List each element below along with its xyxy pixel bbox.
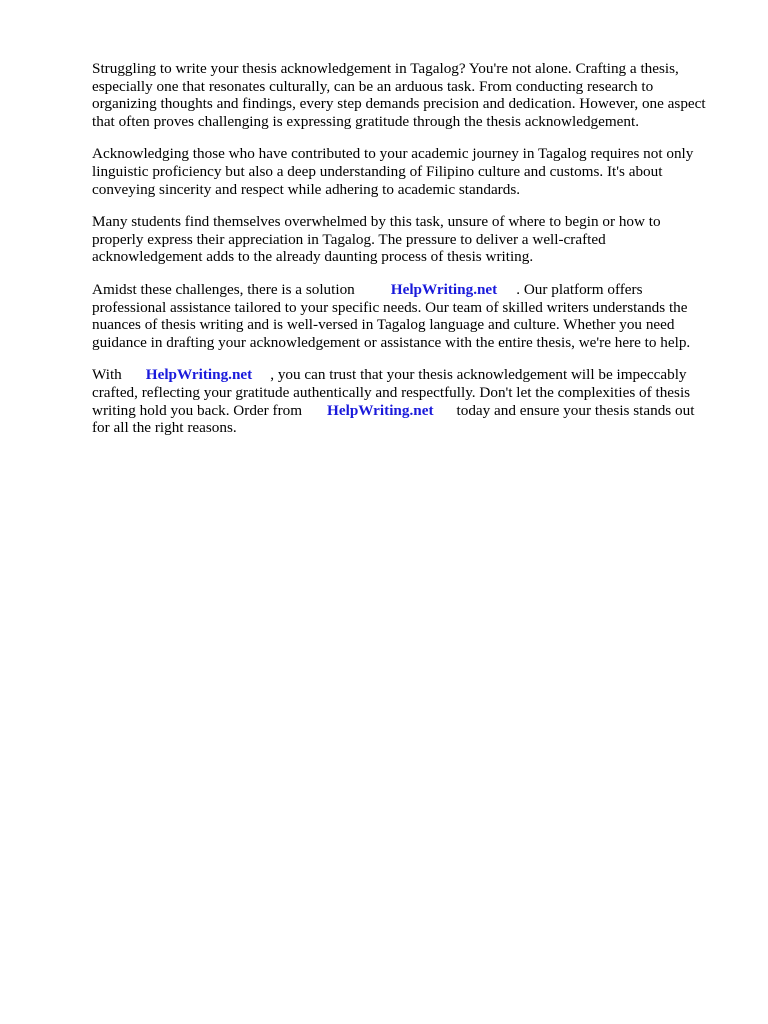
text-line: properly express their appreciation in Tagalog. The pressure to deliver a well-crafted xyxy=(92,230,606,248)
text-line xyxy=(92,281,716,299)
text-line: guidance in drafting your acknowledgement or assistance with the entire thesis, we're here to help. xyxy=(92,333,691,351)
text-line: Acknowledging those who have contributed to your academic journey in Tagalog requires not only xyxy=(92,145,694,163)
text-line: that often proves challenging is expressing gratitude through the thesis acknowledgement. xyxy=(92,112,640,130)
paragraph-closing xyxy=(92,366,716,436)
line-text-before-link: Amidst these challenges, there is a solution xyxy=(92,280,355,298)
text-line xyxy=(92,366,716,384)
helpwriting-link[interactable]: HelpWriting.net xyxy=(390,280,498,298)
helpwriting-link[interactable]: HelpWriting.net xyxy=(327,401,434,419)
text-line: acknowledgement adds to the already daunting process of thesis writing. xyxy=(92,248,534,266)
paragraph-intro xyxy=(92,60,716,130)
helpwriting-link[interactable]: HelpWriting.net xyxy=(145,366,253,384)
text-line: for all the right reasons. xyxy=(92,419,237,437)
text-line: organizing thoughts and findings, every step demands precision and dedication. However, one aspect xyxy=(92,95,706,113)
paragraph-acknowledging xyxy=(92,145,716,198)
line-text-before-link: With xyxy=(92,366,122,384)
paragraph-solution xyxy=(92,281,716,351)
text-line: nuances of thesis writing and is well-versed in Tagalog language and culture. Whether you need xyxy=(92,316,675,334)
document-page xyxy=(92,60,716,452)
line-text-after-link: , you can trust that your thesis acknowledgement will be impeccably xyxy=(270,366,687,384)
text-line: Struggling to write your thesis acknowledgement in Tagalog? You're not alone. Crafting a thesis, xyxy=(92,60,679,77)
text-line: professional assistance tailored to your specific needs. Our team of skilled writers understands the xyxy=(92,298,688,316)
text-line xyxy=(92,402,716,420)
line-text-after-link: . Our platform offers xyxy=(516,280,643,298)
text-line: linguistic proficiency but also a deep understanding of Filipino culture and customs. It's about xyxy=(92,162,663,180)
text-line: conveying sincerity and respect while adhering to academic standards. xyxy=(92,180,521,198)
text-line: crafted, reflecting your gratitude authentically and respectfully. Don't let the complexities of thesis xyxy=(92,383,691,401)
line-text-before-link: writing hold you back. Order from xyxy=(92,401,303,419)
paragraph-students xyxy=(92,213,716,266)
line-text-after-link: today and ensure your thesis stands out xyxy=(456,401,695,419)
text-line: especially one that resonates culturally, can be an arduous task. From conducting research to xyxy=(92,77,654,95)
text-line: Many students find themselves overwhelmed by this task, unsure of where to begin or how to xyxy=(92,213,661,231)
